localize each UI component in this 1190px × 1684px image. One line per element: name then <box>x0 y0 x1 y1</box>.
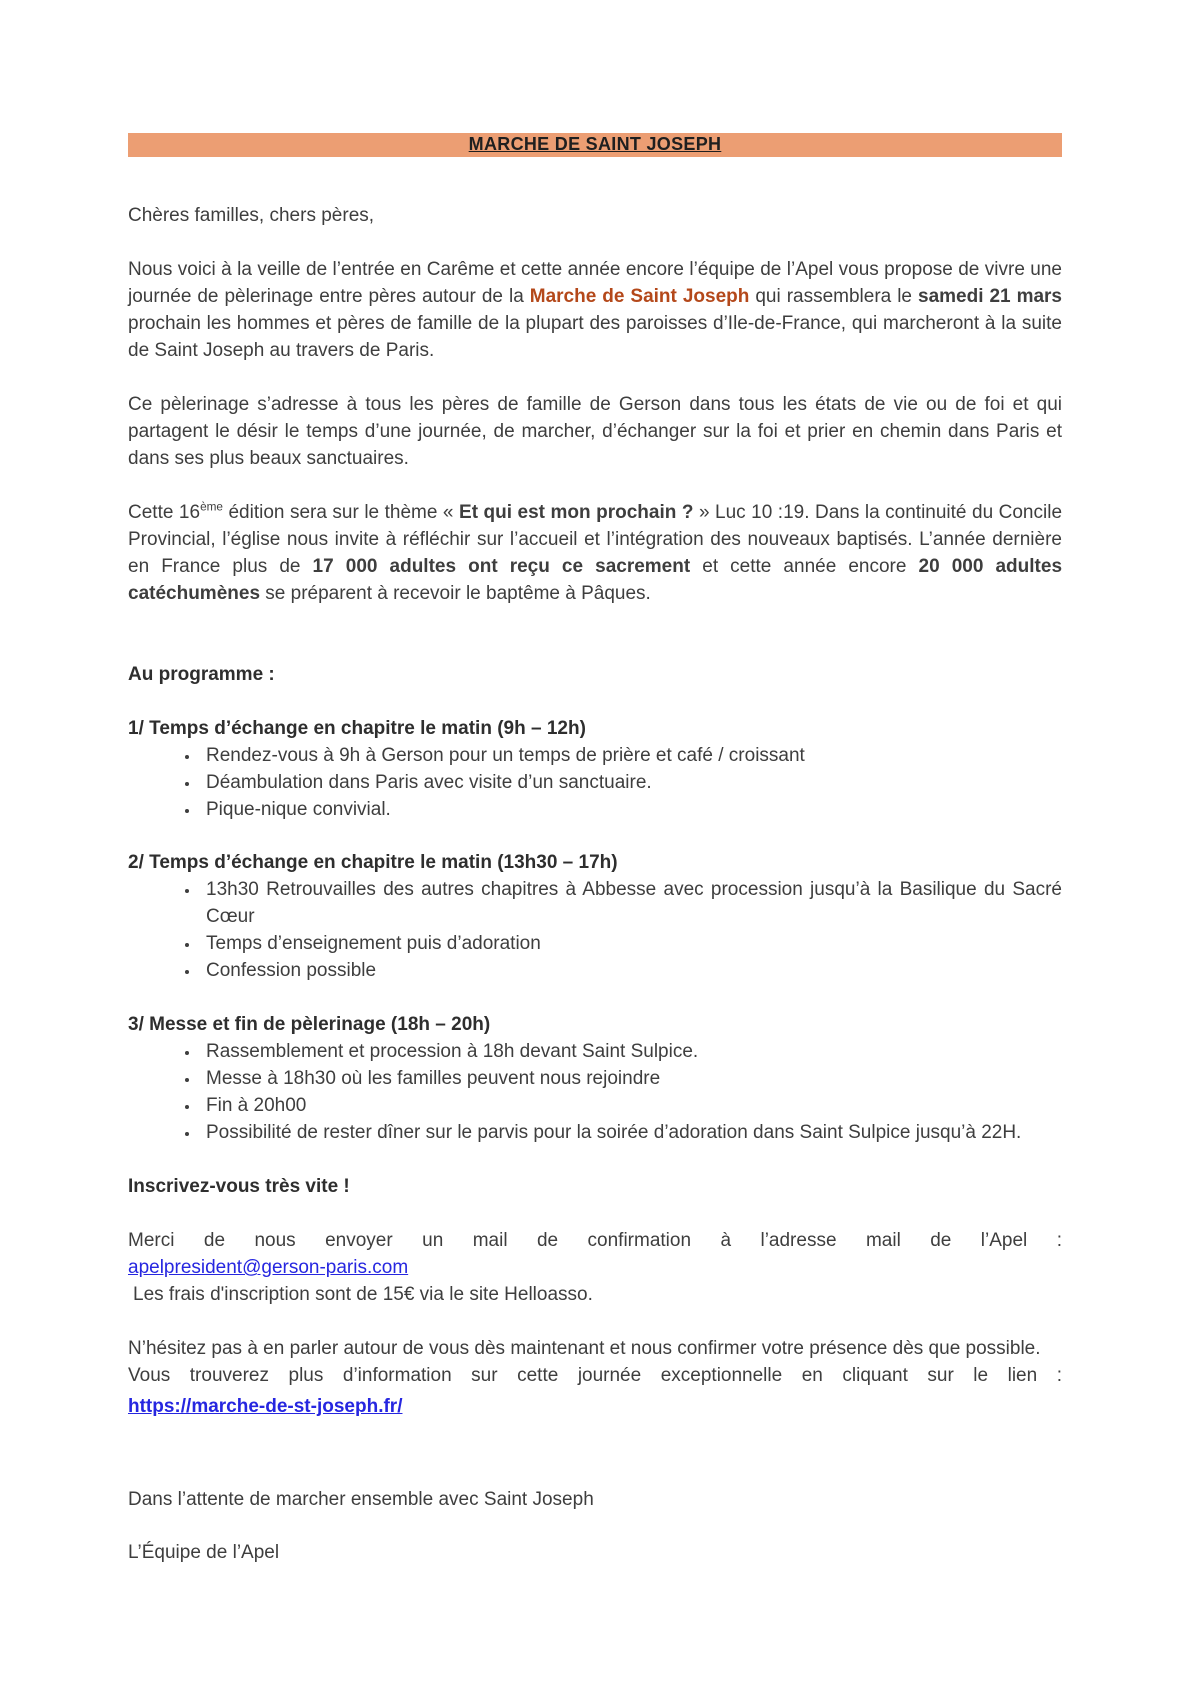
list-item: • Temps d’enseignement puis d’adoration <box>200 931 1062 958</box>
section-3-title: 3/ Messe et fin de pèlerinage (18h – 20h) <box>128 1014 491 1036</box>
confirmation-text: Merci de nous envoyer un mail de confirmation à l’adresse mail de l’Apel : <box>128 1230 1062 1252</box>
fees-text: Les frais d'inscription sont de 15€ via le site Helloasso. <box>133 1284 593 1306</box>
section-2-title: 2/ Temps d’échange en chapitre le matin (13h30 – 17h) <box>128 852 618 874</box>
theme-paragraph <box>128 500 1062 608</box>
farewell-text: Dans l’attente de marcher ensemble avec Saint Joseph <box>128 1488 594 1510</box>
theme-text-2: édition sera sur le thème « <box>222 501 460 523</box>
intro-paragraph <box>128 257 1062 365</box>
section-2-list <box>128 877 1062 985</box>
marche-de-saint-joseph-highlight: Marche de Saint Joseph <box>529 285 750 307</box>
register-call: Inscrivez-vous très vite ! <box>128 1176 350 1198</box>
programme-heading: Au programme : <box>128 663 275 685</box>
list-item: • Pique-nique convivial. <box>200 797 1062 824</box>
section-3-list <box>128 1039 1062 1147</box>
date-highlight: samedi 21 mars <box>918 285 1063 307</box>
document-title-bar <box>128 133 1062 157</box>
signature-text: L’Équipe de l’Apel <box>128 1541 280 1563</box>
catechumens-highlight: 20 000 adultes catéchumènes <box>128 555 1063 604</box>
theme-text-5: se préparent à recevoir le baptême à Pâques. <box>260 582 651 604</box>
ordinal-superscript: ème <box>200 500 223 514</box>
confirmation-block <box>128 1228 1062 1309</box>
section-1-list <box>128 743 1062 824</box>
theme-text-3: » Luc 10 :19. Dans la continuité du Concile Provincial, l’église nous invite à réfléchir sur l’accueil et l’intégration des nouveaux baptisés. L’année dernière en France plus de <box>128 501 1063 577</box>
spread-word-text: N’hésitez pas à en parler autour de vous dès maintenant et nous confirmer votre présence dès que possible. <box>128 1338 1041 1360</box>
theme-quote-highlight: Et qui est mon prochain ? <box>459 501 694 523</box>
pilgrimage-paragraph: Ce pèlerinage s’adresse à tous les pères de famille de Gerson dans tous les états de vie ou de foi et qui partagent le désir le temps d’une journée, de marcher, d’échanger sur la foi et prier en chemin dans Paris et dans ses plus beaux sanctuaires. <box>128 393 1062 469</box>
list-item: • Rassemblement et procession à 18h devant Saint Sulpice. <box>200 1039 1062 1066</box>
list-item: • Possibilité de rester dîner sur le parvis pour la soirée d’adoration dans Saint Sulpice jusqu’à 22H. <box>200 1120 1062 1147</box>
intro-text-3: prochain les hommes et pères de famille de la plupart des paroisses d’Ile-de-France, qui marcheront à la suite de Saint Joseph au travers de Paris. <box>128 312 1062 361</box>
section-1-title: 1/ Temps d’échange en chapitre le matin (9h – 12h) <box>128 717 586 739</box>
list-item: • 13h30 Retrouvailles des autres chapitres à Abbesse avec procession jusqu’à la Basilique du Sacré Cœur <box>200 877 1062 931</box>
list-item: • Rendez-vous à 9h à Gerson pour un temps de prière et café / croissant <box>200 743 1062 770</box>
adults-sacrament-highlight: 17 000 adultes ont reçu ce sacrement <box>312 555 691 577</box>
list-item: • Fin à 20h00 <box>200 1093 1062 1120</box>
list-item: • Confession possible <box>200 958 1062 985</box>
intro-text-1: Nous voici à la veille de l’entrée en Carême et cette année encore l’équipe de l’Apel vous propose de vivre une journée de pèlerinage entre pères autour de la <box>128 258 1062 307</box>
theme-text-4: et cette année encore <box>690 555 919 577</box>
more-info-text: Vous trouverez plus d’information sur cette journée exceptionnelle en cliquant sur le lien : <box>128 1365 1062 1386</box>
spread-word-block <box>128 1336 1062 1421</box>
website-link[interactable]: https://marche-de-st-joseph.fr/ <box>128 1395 403 1417</box>
list-item: • Messe à 18h30 où les familles peuvent nous rejoindre <box>200 1066 1062 1093</box>
page-title: MARCHE DE SAINT JOSEPH <box>468 134 722 155</box>
list-item: • Déambulation dans Paris avec visite d’un sanctuaire. <box>200 770 1062 797</box>
email-link[interactable]: apelpresident@gerson-paris.com <box>128 1257 409 1279</box>
theme-text-1: Cette 16 <box>128 501 201 523</box>
intro-text-2: qui rassemblera le <box>749 285 918 307</box>
salutation: Chères familles, chers pères, <box>128 205 375 226</box>
